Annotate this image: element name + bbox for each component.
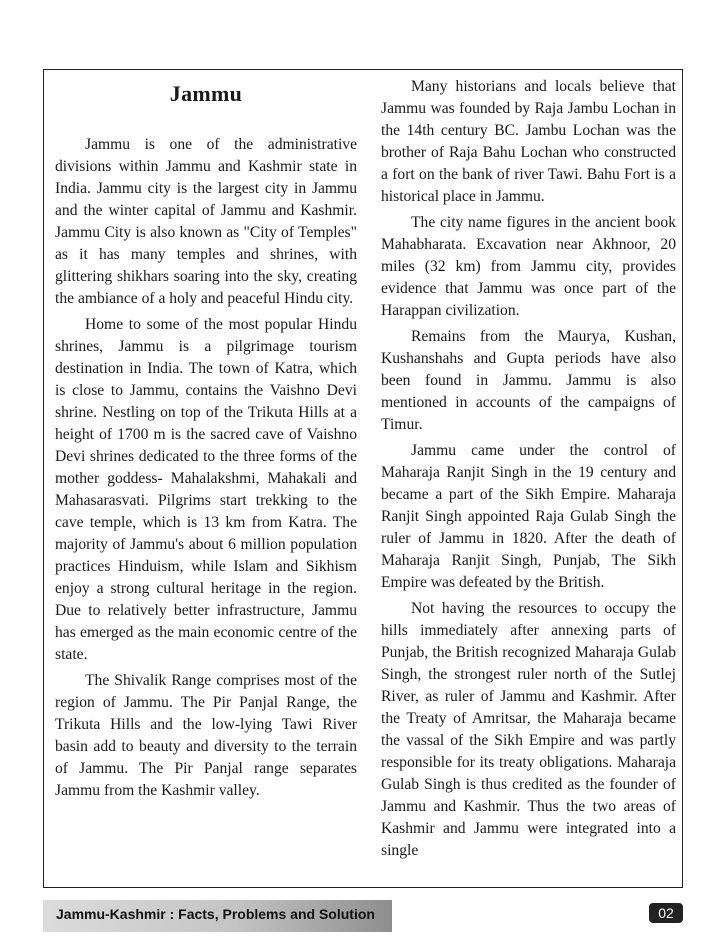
paragraph: Many historians and locals believe that Jammu was founded by Raja Jambu Lochan in the 14th century BC. Jambu Lochan was the brother of Raja Bahu Lochan who constructed a fort on the bank of river Tawi. Bahu Fort is a historical place in Jammu. <box>381 78 676 205</box>
paragraph: The Shivalik Range comprises most of the region of Jammu. The Pir Panjal Range, the Trikuta Hills and the low-lying Tawi River basin add to beauty and diversity to the terrain of Jammu. The Pir Panjal range separates Jammu from the Kashmir valley. <box>55 672 357 799</box>
footer-book-title: Jammu-Kashmir : Facts, Problems and Solution <box>56 906 375 922</box>
paragraph: Remains from the Maurya, Kushan, Kushanshahs and Gupta periods have also been found in Jammu. Jammu is also mentioned in accounts of the campaigns of Timur. <box>381 328 676 433</box>
page-title: Jammu <box>169 81 243 106</box>
right-column <box>381 76 676 866</box>
paragraph: The city name figures in the ancient book Mahabharata. Excavation near Akhnoor, 20 miles (32 km) from Jammu city, provides evidence that Jammu was once part of the Harappan civilization. <box>381 214 676 319</box>
paragraph: Jammu is one of the administrative divisions within Jammu and Kashmir state in India. Jammu city is the largest city in Jammu and the winter capital of Jammu and Kashmir. Jammu City is also known as "City of Temples" as it has many temples and shrines, with glittering shikhars soaring into the sky, creating the ambiance of a holy and peaceful Hindu city. <box>55 136 357 307</box>
paragraph: Not having the resources to occupy the hills immediately after annexing parts of Punjab, the British recognized Maharaja Gulab Singh, the strongest ruler north of the Sutlej River, as ruler of Jammu and Kashmir. After the Treaty of Amritsar, the Maharaja became the vassal of the Sikh Empire and was partly responsible for its treaty obligations. Maharaja Gulab Singh is thus credited as the founder of Jammu and Kashmir. Thus the two areas of Kashmir and Jammu were integrated into a single <box>381 600 676 859</box>
page-number-badge: 02 <box>649 903 683 923</box>
paragraph: Jammu came under the control of Maharaja Ranjit Singh in the 19 century and became a part of the Sikh Empire. Maharaja Ranjit Singh appointed Raja Gulab Singh the ruler of Jammu in 1820. After the death of Maharaja Ranjit Singh, Punjab, The Sikh Empire was defeated by the British. <box>381 442 676 591</box>
paragraph: Home to some of the most popular Hindu shrines, Jammu is a pilgrimage tourism destination in India. The town of Katra, which is close to Jammu, contains the Vaishno Devi shrine. Nestling on top of the Trikuta Hills at a height of 1700 m is the sacred cave of Vaishno Devi shrines dedicated to the three forms of the mother goddess- Mahalakshmi, Mahakali and Mahasarasvati. Pilgrims start trekking to the cave temple, which is 13 km from Katra. The majority of Jammu's about 6 million population practices Hinduism, while Islam and Sikhism enjoy a strong cultural heritage in the region. Due to relatively better infrastructure, Jammu has emerged as the main economic centre of the state. <box>55 316 357 663</box>
left-column <box>55 76 357 806</box>
